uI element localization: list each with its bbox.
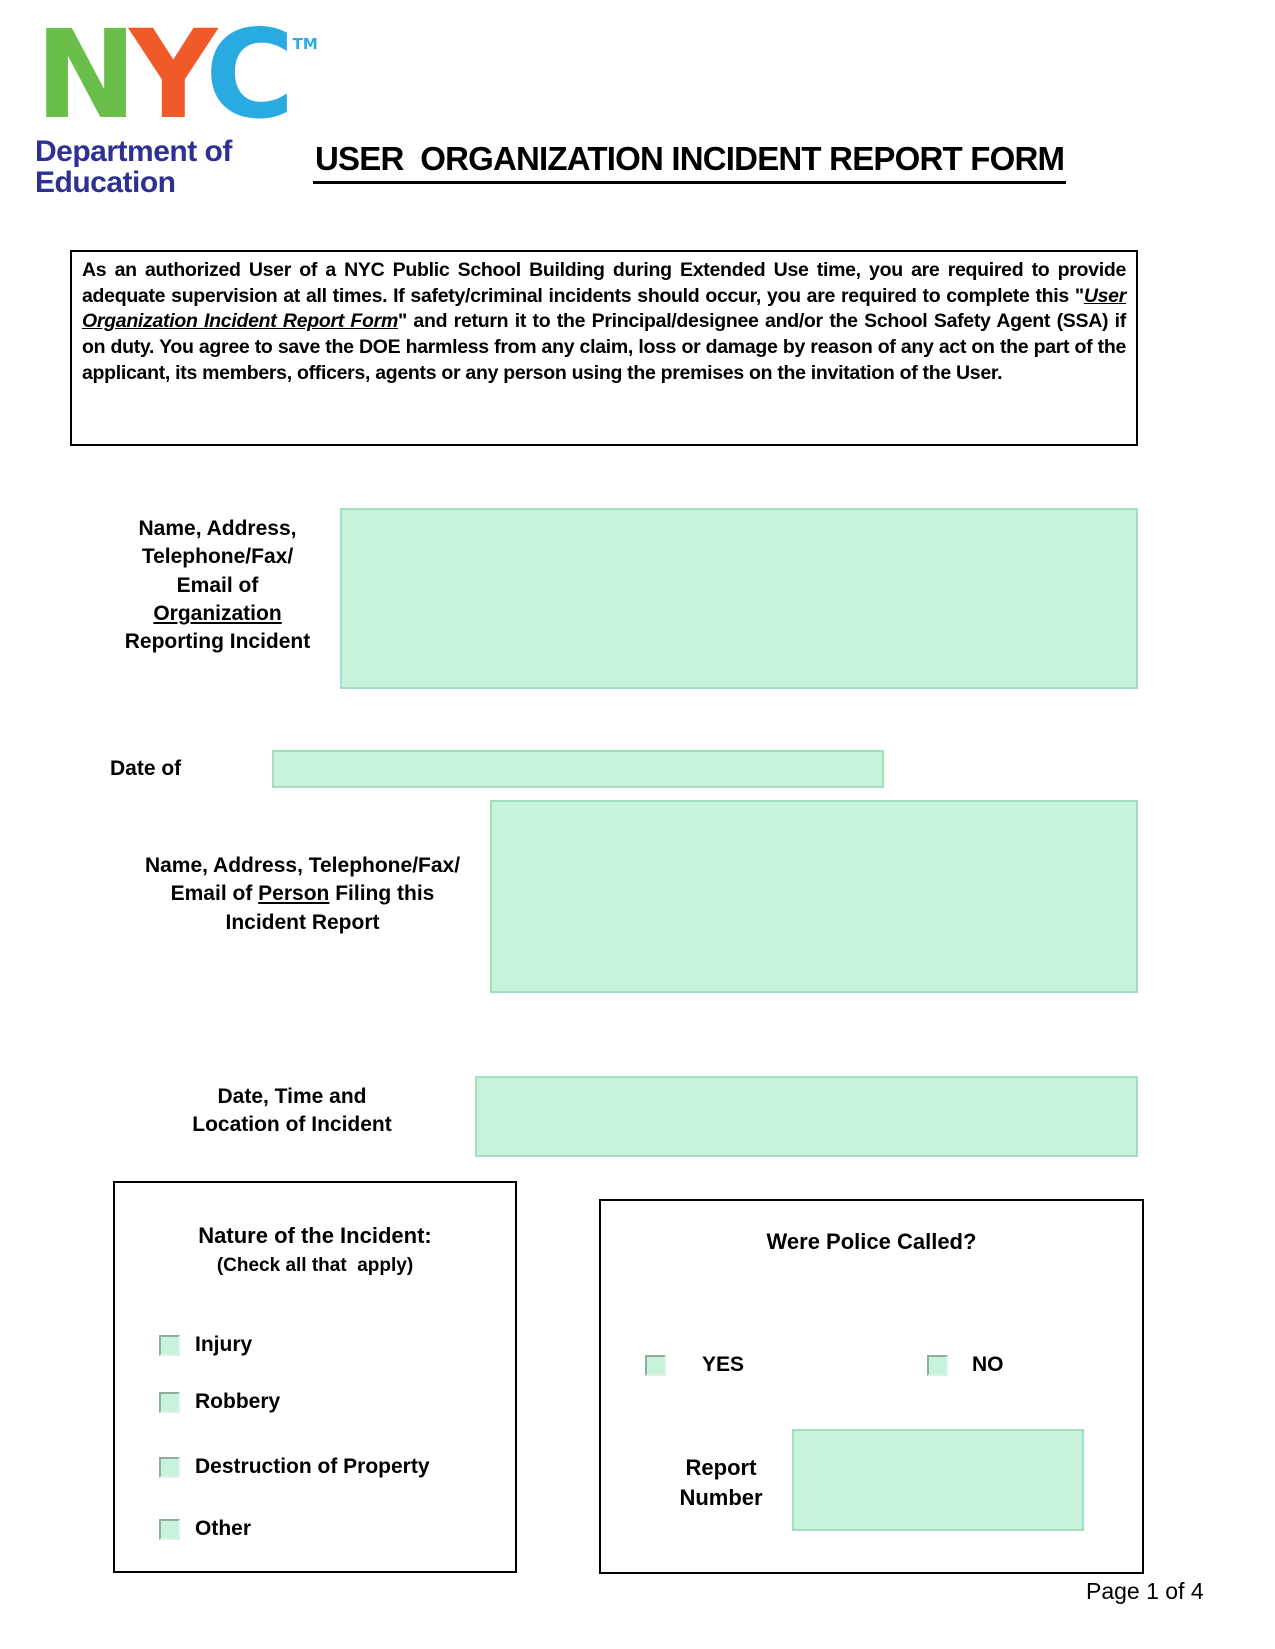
person-label-line2 bbox=[130, 880, 475, 908]
trademark-symbol: TM bbox=[292, 35, 318, 53]
intro-text-before: As an authorized User of a NYC Public School Building during Extended Use time, you are required to provide adequate supervision at all times. If safety/criminal incidents should occur, you are required to complete this " bbox=[82, 259, 1126, 307]
organization-label-line3: Email of bbox=[176, 573, 259, 597]
nature-option-row bbox=[159, 1390, 280, 1414]
incident-datetime-field[interactable] bbox=[475, 1076, 1138, 1157]
nature-option-row bbox=[159, 1517, 251, 1541]
report-number-field[interactable] bbox=[792, 1429, 1084, 1531]
police-no-row bbox=[927, 1353, 1004, 1377]
date-of-label: Date of bbox=[110, 757, 182, 780]
logo-letter-c: C bbox=[205, 4, 287, 146]
incident-datetime-label-line1: Date, Time and bbox=[217, 1085, 367, 1108]
destruction-of-property-checkbox[interactable] bbox=[159, 1457, 180, 1478]
other-label: Other bbox=[195, 1517, 252, 1540]
destruction-of-property-label: Destruction of Property bbox=[195, 1455, 430, 1478]
organization-field-label bbox=[100, 515, 335, 657]
department-of-education-wordmark bbox=[35, 136, 335, 199]
robbery-checkbox[interactable] bbox=[159, 1392, 180, 1413]
organization-label-line1: Name, Address, bbox=[138, 517, 297, 540]
incident-datetime-label bbox=[182, 1083, 402, 1140]
nature-of-incident-box bbox=[113, 1181, 517, 1573]
logo-letter-n: N bbox=[35, 4, 130, 146]
person-info-field[interactable] bbox=[490, 800, 1138, 993]
report-number-label-line2: Number bbox=[679, 1484, 763, 1510]
police-no-checkbox[interactable] bbox=[927, 1355, 948, 1376]
robbery-label: Robbery bbox=[195, 1390, 281, 1413]
injury-checkbox[interactable] bbox=[159, 1335, 180, 1356]
police-yes-row bbox=[645, 1353, 744, 1377]
other-checkbox[interactable] bbox=[159, 1519, 180, 1540]
date-of-field[interactable] bbox=[272, 750, 884, 788]
police-yes-checkbox[interactable] bbox=[645, 1355, 666, 1376]
report-number-label-line1: Report bbox=[685, 1455, 757, 1480]
report-number-label bbox=[656, 1453, 786, 1512]
organization-info-field[interactable] bbox=[340, 508, 1138, 689]
intro-instructions-box bbox=[70, 250, 1138, 446]
police-called-box bbox=[599, 1199, 1144, 1574]
page-indicator: Page 1 of 4 bbox=[1086, 1578, 1204, 1604]
organization-label-line2: Telephone/Fax/ bbox=[141, 545, 294, 569]
form-title: USER ORGANIZATION INCIDENT REPORT FORM bbox=[313, 140, 1066, 184]
organization-label-line4: Organization bbox=[153, 602, 282, 626]
person-field-label bbox=[130, 852, 475, 937]
nature-box-subtitle: (Check all that apply) bbox=[216, 1255, 414, 1276]
nyc-logo-letters bbox=[35, 4, 335, 146]
logo-letter-y: Y bbox=[129, 4, 206, 146]
incident-datetime-label-line2: Location of Incident bbox=[192, 1113, 392, 1137]
department-line1: Department of bbox=[35, 134, 232, 168]
person-label-line2-underlined: Person bbox=[258, 882, 330, 906]
department-line2: Education bbox=[35, 166, 176, 200]
police-no-label: NO bbox=[972, 1353, 1004, 1376]
person-label-line1: Name, Address, Telephone/Fax/ bbox=[144, 854, 461, 877]
injury-label: Injury bbox=[195, 1333, 253, 1356]
person-label-line3: Incident Report bbox=[225, 910, 380, 934]
nature-box-title: Nature of the Incident: bbox=[198, 1223, 432, 1248]
nature-option-row bbox=[159, 1455, 430, 1479]
nature-option-row bbox=[159, 1333, 252, 1357]
person-label-line2-before: Email of bbox=[170, 882, 259, 906]
organization-label-line5: Reporting Incident bbox=[124, 630, 311, 654]
police-yes-label: YES bbox=[702, 1353, 745, 1376]
person-label-line2-after: Filing this bbox=[329, 882, 435, 906]
nyc-doe-logo bbox=[35, 4, 335, 200]
intro-form-name: User Organization Incident Report Form bbox=[82, 284, 1126, 333]
police-box-title: Were Police Called? bbox=[766, 1229, 977, 1254]
intro-text-after: " and return it to the Principal/designee and/or the School Safety Agent (SSA) if on duty. You agree to save the DOE harmless from any claim, loss or damage by reason of any act on the part of the applicant, its members, officers, agents or any person using the premises on the invitation of the User. bbox=[82, 310, 1126, 384]
